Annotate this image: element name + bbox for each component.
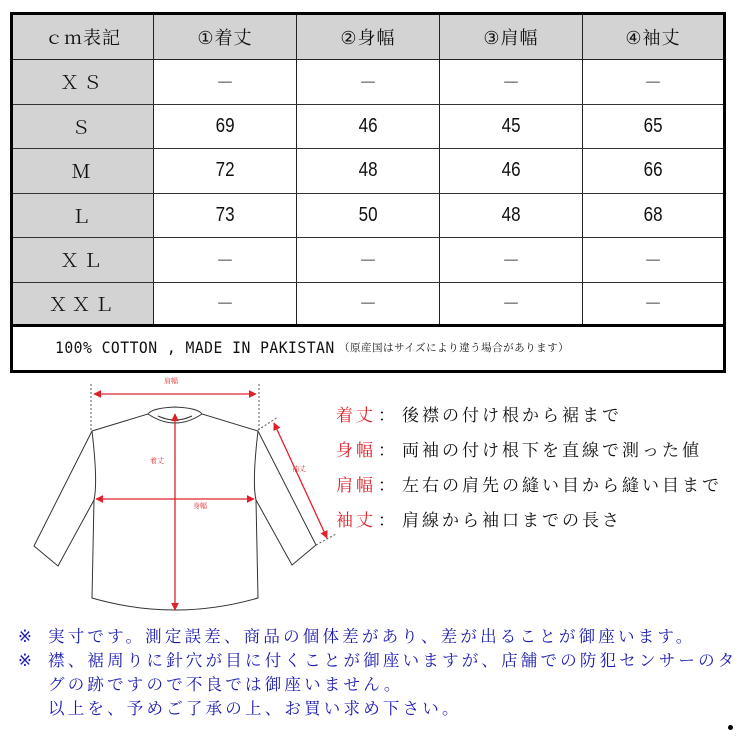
unit-header: ｃｍ表記 — [13, 15, 154, 59]
cell-value: 69 — [215, 114, 235, 137]
legend-separator: ： — [378, 406, 398, 426]
table-cell: － — [154, 60, 297, 104]
diagram-label-sleeve: 袖丈 — [292, 465, 306, 473]
note-line — [18, 649, 738, 673]
legend-separator: ： — [378, 511, 398, 531]
note-text: 実寸です。測定誤差、商品の個体差があり、差が出ることが御座います。 — [48, 627, 696, 646]
legend-separator: ： — [378, 441, 398, 461]
column-header: ②身幅 — [297, 15, 440, 59]
column-header: ①着丈 — [154, 15, 297, 59]
size-label: Ｌ — [13, 194, 154, 238]
legend-key: 着丈 — [336, 406, 376, 426]
table-cell: － — [297, 238, 440, 282]
bullet-dot — [728, 725, 733, 730]
legend-item — [336, 396, 722, 431]
table-cell: － — [440, 238, 583, 282]
sleeve-arrow — [274, 423, 327, 538]
size-label: ＸＸＬ — [13, 283, 154, 325]
note-line — [18, 697, 738, 721]
legend-separator: ： — [378, 476, 398, 496]
cell-value: 48 — [358, 159, 378, 182]
table-row — [13, 149, 723, 194]
cell-value: 48 — [501, 203, 521, 226]
diagram-label-shoulder: 肩幅 — [164, 377, 178, 385]
legend-item — [336, 466, 722, 501]
table-row — [13, 194, 723, 239]
legend-description: 肩線から袖口までの長さ — [402, 511, 622, 531]
table-cell: － — [644, 250, 662, 271]
note-line — [18, 673, 738, 697]
table-cell: － — [440, 60, 583, 104]
table-cell: － — [154, 283, 297, 325]
legend-item — [336, 431, 722, 466]
note-line — [18, 625, 738, 649]
table-row — [13, 238, 723, 283]
table-row — [13, 283, 723, 328]
shirt-illustration — [20, 372, 350, 620]
shirt-measurement-diagram — [20, 372, 350, 620]
legend-key: 袖丈 — [336, 511, 376, 531]
size-label: Ｍ — [13, 149, 154, 193]
measurement-legend — [336, 396, 722, 536]
table-cell: － — [154, 238, 297, 282]
table-cell — [440, 194, 583, 238]
size-label: Ｓ — [13, 105, 154, 149]
table-cell — [583, 194, 723, 238]
note-text: 襟、裾周りに針穴が目に付くことが御座いますが、店舗での防犯センサーのタ — [48, 651, 738, 670]
reference-mark-icon: ※ — [18, 627, 36, 646]
table-cell — [297, 194, 440, 238]
legend-key: 身幅 — [336, 441, 376, 461]
reference-mark-icon: ※ — [18, 651, 36, 670]
cell-value: 66 — [643, 159, 663, 182]
cell-value: 45 — [501, 114, 521, 137]
size-table — [10, 12, 726, 373]
table-cell: － — [297, 60, 440, 104]
cell-value: 50 — [358, 203, 378, 226]
table-cell: － — [440, 283, 583, 325]
column-header: ③肩幅 — [440, 15, 583, 59]
table-cell — [154, 149, 297, 193]
cell-value: 46 — [358, 114, 378, 137]
table-header-row — [13, 15, 723, 60]
table-cell — [440, 105, 583, 149]
material-footer — [13, 325, 723, 370]
cell-value: 73 — [215, 203, 235, 226]
table-cell: － — [644, 72, 662, 93]
table-row — [13, 60, 723, 105]
table-row — [13, 105, 723, 150]
table-cell — [297, 105, 440, 149]
column-header: ④袖丈 — [583, 15, 723, 59]
table-cell — [440, 149, 583, 193]
table-cell: － — [644, 294, 662, 315]
table-cell — [297, 149, 440, 193]
legend-description: 両袖の付け根下を直線で測った値 — [402, 441, 702, 461]
cell-value: 46 — [501, 159, 521, 182]
origin-note: （原産国はサイズにより違う場合があります） — [338, 342, 570, 354]
table-cell — [154, 105, 297, 149]
note-text: 以上を、予めご了承の上、お買い求め下さい。 — [48, 699, 462, 718]
table-cell: － — [297, 283, 440, 325]
legend-description: 左右の肩先の縫い目から縫い目まで — [402, 476, 722, 496]
legend-key: 肩幅 — [336, 476, 376, 496]
legend-description: 後襟の付け根から裾まで — [402, 406, 622, 426]
table-cell — [583, 105, 723, 149]
diagram-label-width: 身幅 — [193, 502, 207, 510]
legend-item — [336, 501, 722, 536]
material-text: 100% COTTON , MADE IN PAKISTAN — [55, 338, 335, 357]
cell-value: 72 — [215, 159, 235, 182]
disclaimer-notes — [18, 625, 738, 721]
size-label: ＸＳ — [13, 60, 154, 104]
cell-value: 68 — [643, 203, 663, 226]
table-cell — [154, 194, 297, 238]
table-cell — [583, 149, 723, 193]
cell-value: 65 — [643, 114, 663, 137]
note-text: グの跡ですので不良では御座いません。 — [48, 675, 404, 694]
diagram-label-length: 着丈 — [150, 457, 164, 465]
size-label: ＸＬ — [13, 238, 154, 282]
size-grid — [13, 15, 723, 327]
